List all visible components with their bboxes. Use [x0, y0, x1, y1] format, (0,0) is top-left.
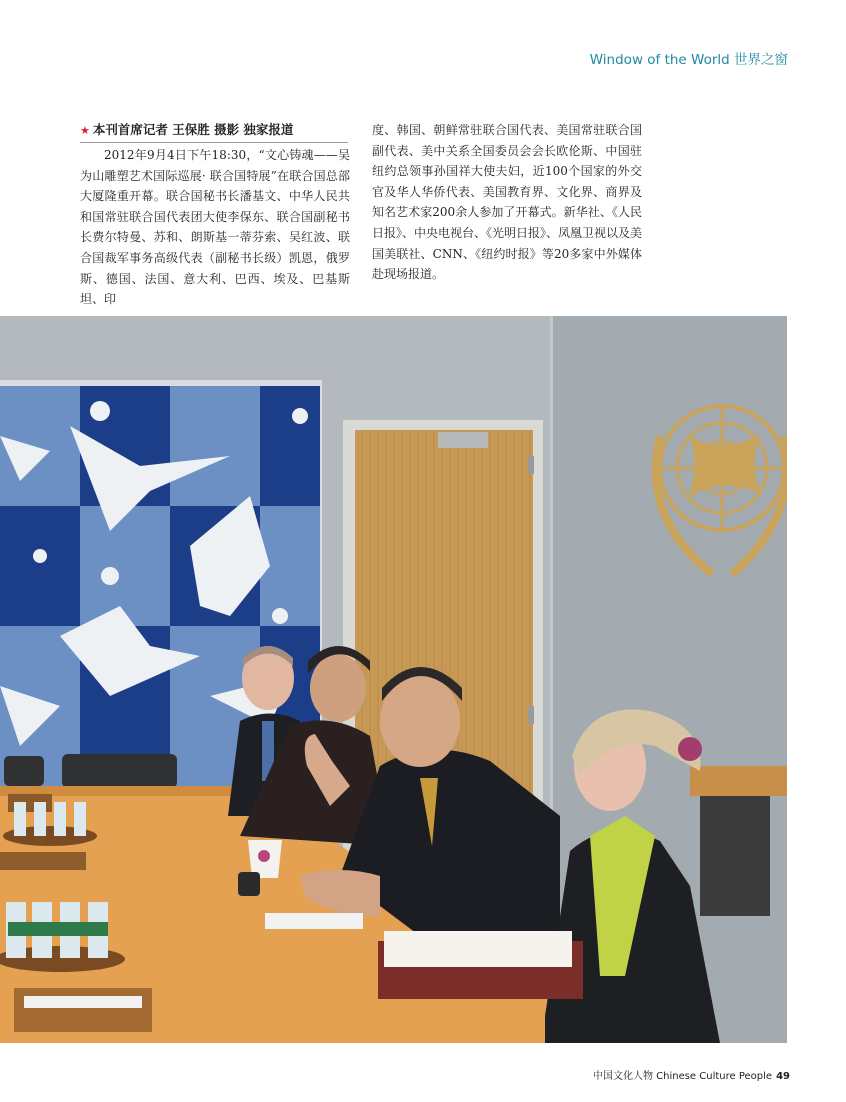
- byline-text: 本刊首席记者 王保胜 摄影 独家报道: [92, 122, 294, 137]
- meeting-photo: [0, 316, 787, 1043]
- article-column-1: [80, 145, 350, 310]
- section-title: Window of the World 世界之窗: [589, 52, 788, 68]
- byline: [80, 120, 348, 143]
- star-icon: ★: [80, 124, 90, 137]
- article-paragraph-1: 2012年9月4日下午18:30，“文心铸魂——吴为山雕塑艺术国际巡展· 联合国特展”在联合国总部大厦隆重开幕。联合国秘书长潘基文、中华人民共和国常驻联合国代表团大使李保东、联合国副秘书长费尔特曼、苏和、朗斯基一蒂芬索、吴红波、联合国裁军事务高级代表（副秘书长级）凯恩，俄罗斯、德国、法国、意大利、巴西、埃及、巴基斯坦、印: [80, 148, 350, 307]
- page-footer: [593, 1067, 790, 1082]
- magazine-name: 中国文化人物 Chinese Culture People: [592, 1071, 773, 1082]
- page-number: 49: [776, 1071, 790, 1082]
- article-paragraph-2: 度、韩国、朝鲜常驻联合国代表、美国常驻联合国副代表、美中关系全国委员会会长欧伦斯、中国驻纽约总领事孙国祥大使夫妇，近100个国家的外交官及华人华侨代表、美国教育界、文化界、商界及知名艺术家200余人参加了开幕式。新华社、《人民日报》、中央电视台、《光明日报》、凤凰卫视以及美国美联社、CNN、《纽约时报》等20多家中外媒体赴现场报道。: [372, 123, 643, 282]
- article-column-2: [372, 120, 642, 285]
